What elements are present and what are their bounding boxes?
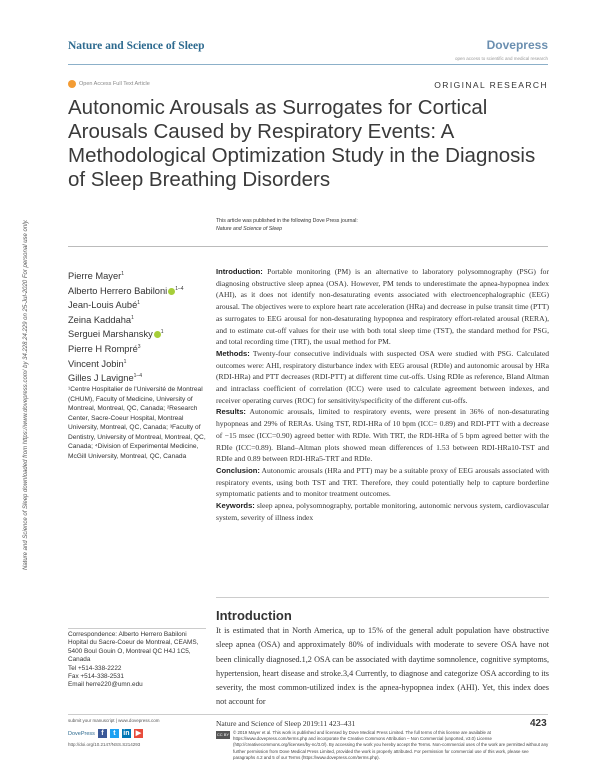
publication-note-line: This article was published in the following Dove Press journal:	[216, 218, 358, 224]
abstract-label: Methods:	[216, 348, 250, 358]
download-note: Nature and Science of Sleep downloaded from https://www.dovepress.com/ by 34.228.24.229 on 25-Jul-2020 For personal use only.	[23, 219, 29, 570]
citation: Nature and Science of Sleep 2019:11 423–431	[216, 719, 356, 728]
abstract-label: Introduction:	[216, 267, 263, 276]
correspondence-line: Fax +514-338-2531	[68, 673, 124, 681]
footer-brand-row	[68, 729, 143, 738]
introduction-heading: Introduction	[216, 608, 292, 623]
license-text: © 2019 Mayer et al. This work is published and licensed by Dove Medical Press Limited. The full terms of this license are available at https://www.dovepress.com/terms.php and incorporate the Creative Commons Attribution – Non Commercial (unported, v3.0) License (http://creativecommons.org/licenses/by-nc/3.0/). By accessing the work you hereby accept the Terms. Non-commercial uses of the work are permitted without any further permission from Dove Medical Press Limited, provided the work is properly attributed. For permission for commercial use of this work, please see paragraphs 4.2 and 5 of our Terms (https://www.dovepress.com/terms.php).	[233, 730, 549, 760]
author-name: Gilles J Lavigne$^{1-4}$	[68, 373, 142, 384]
correspondence-divider	[68, 628, 206, 629]
author-name: Alberto Herrero Babiloni $^{1-4}$	[68, 285, 184, 296]
open-access-icon	[68, 80, 76, 88]
doi-link[interactable]: http://doi.org/10.2147/NSS.S214293	[68, 742, 141, 747]
abstract-text: Portable monitoring (PM) is an alternative to laboratory polysomnography (PSG) for diagnosing obstructive sleep apnea (OSA). However, PM tends to underestimate the apnea-hypopnea index (AHI), as it does not identify non-desaturating events associated with electroencephalographic (EEG) arousal. The objectives were to explore heart rate acceleration (HRa) and decrease in pulse transit time (PTT) as surrogates to EEG arousal for non-desaturating hypopnea and respiratory effort-related arousal (RERA), and to estimate cut-off values for their use with both total sleep time (TST), the standard method for PSG, and total recording time (TRT), the usual method for PM.	[216, 267, 549, 347]
abstract-label: Results:	[216, 407, 246, 417]
correspondence-line[interactable]: Email herre220@umn.edu	[68, 681, 143, 689]
open-access-label	[68, 80, 150, 88]
download-sidebar	[22, 150, 38, 570]
abstract-paragraph	[216, 348, 549, 407]
correspondence-line: Tel +514-338-2222	[68, 664, 122, 672]
publication-note-journal: Nature and Science of Sleep	[216, 226, 283, 232]
introduction-text: It is estimated that in North America, up to 15% of the general adult population have obstructive sleep apnea (OSA) and approximately 80% of individuals with moderate to severe OSA have not been clinically diagnosed.1,2 OSA can be associated with daytime somnolence, cognitive symptoms, hypertension, heart disease and stroke.3,4 Currently, to diagnose and categorize OSA according to its severity, the most common-utilized index is the apnea-hypopnea index (AHI). Yet, this index does not account for	[216, 626, 549, 707]
author-affiliation-mark: 1	[137, 300, 141, 307]
youtube-icon[interactable]: ▶	[135, 730, 142, 737]
article-title: Autonomic Arousals as Surrogates for Cortical Arousals Caused by Respiratory Events: A Methodological Optimization Study in the Diagnosis of Sleep Breathing Disorders	[68, 96, 536, 191]
orcid-icon[interactable]	[154, 331, 161, 338]
author-affiliation-mark: 1	[160, 329, 164, 336]
abstract-label: Conclusion:	[216, 465, 260, 475]
abstract-text: Autonomic arousals (HRa and PTT) may be a suitable proxy of EEG arousals associated with respiratory events, using both TST and TRT. Therefore, they could potentially help to capture borderline symptomatic patients and to monitor treatment outcomes.	[216, 465, 549, 499]
publisher-tagline: open access to scientific and medical research	[454, 56, 548, 61]
title-divider	[68, 246, 548, 247]
header-divider	[68, 64, 548, 65]
page-number: 423	[530, 718, 547, 729]
correspondence-line: Correspondence: Alberto Herrero Babiloni	[68, 631, 187, 638]
abstract-text: Autonomic arousals, limited to respiratory events, were present in 36% of non-desaturating hypopneas and 29% of RERAs. Using TST, RDI-HRa of 10 bpm (ICC= 0.89) and RDI-PTT with a decrease of −15 msec (ICC=0.90) agreed better with RDIe. With TRT, the RDI-HRa of 5 bpm agreed better with the RDIe (ICC=0.89). Bland–Altman plots showed mean differences of 1.53 between RDI-HRa10-TST and RDIe and 0.89 between RDI-HRa5-TRT and RDIe.	[216, 407, 549, 464]
author-affiliation-mark: 1	[123, 358, 127, 365]
author-name: Zeina Kaddaha$^1$	[68, 314, 134, 325]
abstract-paragraph	[216, 406, 549, 465]
author-affiliation-mark: 1–4	[175, 285, 184, 292]
facebook-icon[interactable]: f	[98, 729, 107, 738]
submit-link[interactable]: submit your manuscript | www.dovepress.com	[68, 718, 160, 723]
journal-name: Nature and Science of Sleep	[68, 40, 205, 52]
author-name: Jean-Louis Aubé$^1$	[68, 300, 141, 311]
abstract-paragraph	[216, 500, 549, 523]
author-affiliation-mark: 1	[131, 314, 134, 321]
cc-license-badge[interactable]: CC BY NC	[216, 732, 230, 745]
author-affiliation-mark: 3	[137, 343, 141, 350]
publication-note	[216, 217, 536, 233]
linkedin-icon[interactable]: in	[123, 730, 130, 737]
dovepress-brand[interactable]: DovePress	[68, 730, 95, 737]
abstract-text: sleep apnea, polysomnography, portable monitoring, autonomic nervous system, cardiovascular system, severity of illness index	[216, 501, 549, 522]
abstract-label: Keywords:	[216, 501, 255, 511]
author-name: Serguei Marshansky $^1$	[68, 329, 164, 340]
author-affiliation-mark: 1–4	[133, 373, 142, 380]
abstract-divider	[216, 597, 549, 598]
abstract-text: Twenty-four consecutive individuals with suspected OSA were studied with PSG. Calculated outcomes were: AHI, respiratory disturbance index with EEG arousal (RDIe) and autonomic arousal by HRa (RDI-HRa) and PTT decreases (RDI-PTT) at different time cut-offs. Using RDIe as reference, Bland Altman and intraclass coefficient of correlation (ICC) were used to calculate agreement between indexes, and receiver operating curves (ROC) for sensitivity/specificity of the different cut-offs.	[216, 348, 549, 405]
correspondence-line: Hopital du Sacre-Coeur de Montreal, CEAMS, 5400 Boul Gouin O, Montreal QC H4J 1C5, Canada	[68, 639, 199, 664]
open-access-text: Open Access Full Text Article	[79, 81, 150, 87]
author-affiliation-mark: 1	[121, 271, 124, 277]
abstract	[216, 266, 549, 523]
abstract-paragraph	[216, 266, 549, 348]
footer-divider	[68, 714, 548, 715]
author-list	[68, 268, 208, 385]
abstract-paragraph	[216, 465, 549, 500]
correspondence	[68, 631, 208, 690]
author-name: Pierre H Rompré$^3$	[68, 343, 141, 354]
publisher-logo[interactable]: Dovepress	[486, 38, 548, 52]
author-name: Vincent Jobin$^1$	[68, 358, 127, 369]
author-name: Pierre Mayer$^1$	[68, 271, 124, 281]
section-label: ORIGINAL RESEARCH	[434, 80, 548, 90]
affiliations: ¹Centre Hospitalier de l'Université de Montreal (CHUM), Faculty of Medicine, University of Montreal, Montreal, QC, Canada; ²Research Center, Sacre-Coeur Hospital, Montreal University, Montreal, QC, Canada; ³Faculty of Dentistry, University of Montreal, Montreal, QC, Canada; ⁴Division of Experimental Medicine, McGill University, Montreal, QC, Canada	[68, 386, 206, 460]
twitter-icon[interactable]: t	[110, 729, 119, 738]
